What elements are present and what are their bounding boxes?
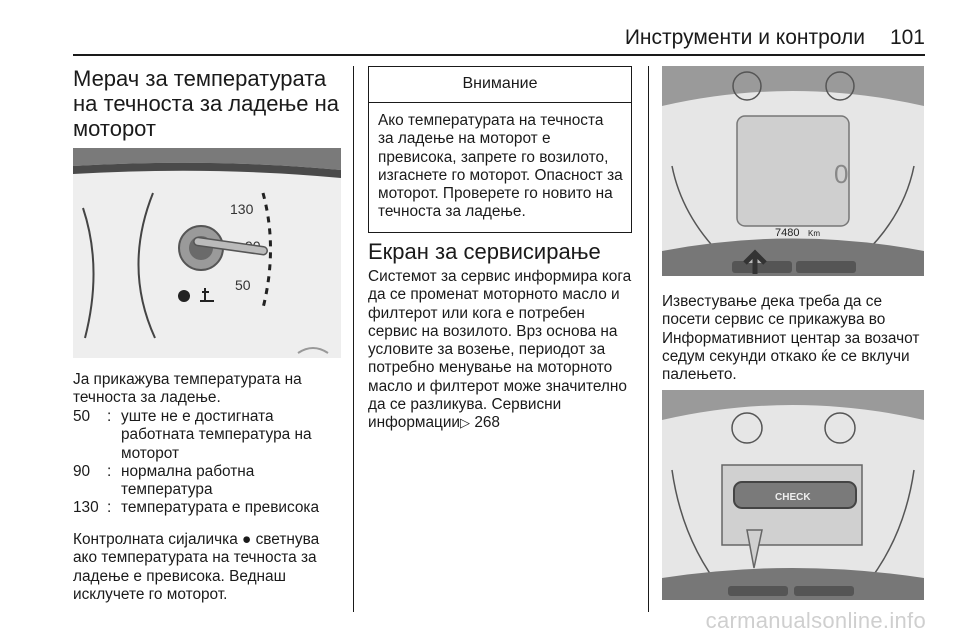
reference-page: 268 [474,414,500,432]
list-item [73,463,341,500]
section-title: Мерач за температурата на течноста за ладење на моторот [73,66,340,141]
left-column [73,66,341,141]
caution-text: Ако температурата на течноста за ладење на моторот е превисока, запрете го возилото, изгаснете го моторот. Опасност за моторот. Проверете го новито на течноста за ладење. [378,112,623,221]
column-divider [353,66,354,612]
list-description: температурата е превисока [121,499,320,517]
coolant-gauge-illustration [73,148,341,358]
page-reference-arrow-icon: ▷ [460,415,471,431]
section-title: Екран за сервисирање [368,239,601,264]
check-message-illustration [662,390,924,600]
odometer-value: 7480 [775,227,800,239]
page-number: 101 [889,26,925,49]
header-rule [73,54,925,56]
middle-column [368,66,632,233]
list-description: нормална работна температура [121,462,255,499]
gauge-label-50: 50 [235,277,251,293]
check-message-label: CHECK [775,492,811,503]
caution-heading: Внимание [369,67,631,103]
check-message-figure [662,390,924,600]
coolant-gauge-figure [73,148,341,358]
digital-speed: 0 [834,159,849,189]
service-paragraph [368,268,634,433]
list-key: 50 [73,408,91,425]
intro-paragraph: Ја прикажува температурата на течноста за ладење. [73,371,302,407]
gauge-label-130: 130 [230,201,254,217]
list-description: уште не е достигната работната температура на моторот [121,408,312,462]
temperature-list [73,408,341,518]
warning-lamp-icon [178,290,190,302]
watermark: carmanualsonline.info [705,608,926,633]
chapter-title: Инструменти и контроли [624,26,865,49]
caution-box [368,66,632,233]
odometer-unit: Km [808,229,820,238]
service-paragraph-text: Системот за сервис информира кога да се променат моторното масло и филтерот или кога е потребен сервис на возилото. Врз основа на условите за возење, периодот за потребно менување на моторното масло и филтерот може значително да се разликува. [368,268,632,414]
warning-paragraph: Контролната сијаличка ● светнува ако температурата на течноста за ладење е превисока. Веднаш исклучете го моторот. [73,531,320,603]
list-item [73,408,341,463]
list-separator: : [107,499,112,517]
list-separator: : [107,408,112,425]
list-item [73,499,341,517]
list-separator: : [107,462,112,480]
list-key: 90 [73,462,91,480]
service-notice-paragraph: Известување дека треба да се посети сервис се прикажува во Информативниот центар за возачот седум секунди откако ќе се вклучи палењето. [662,293,920,384]
service-display-illustration [662,66,924,276]
column-divider [648,66,649,612]
service-display-figure [662,66,924,276]
reference-label: Сервисни информации [368,396,562,432]
list-key: 130 [73,499,99,517]
